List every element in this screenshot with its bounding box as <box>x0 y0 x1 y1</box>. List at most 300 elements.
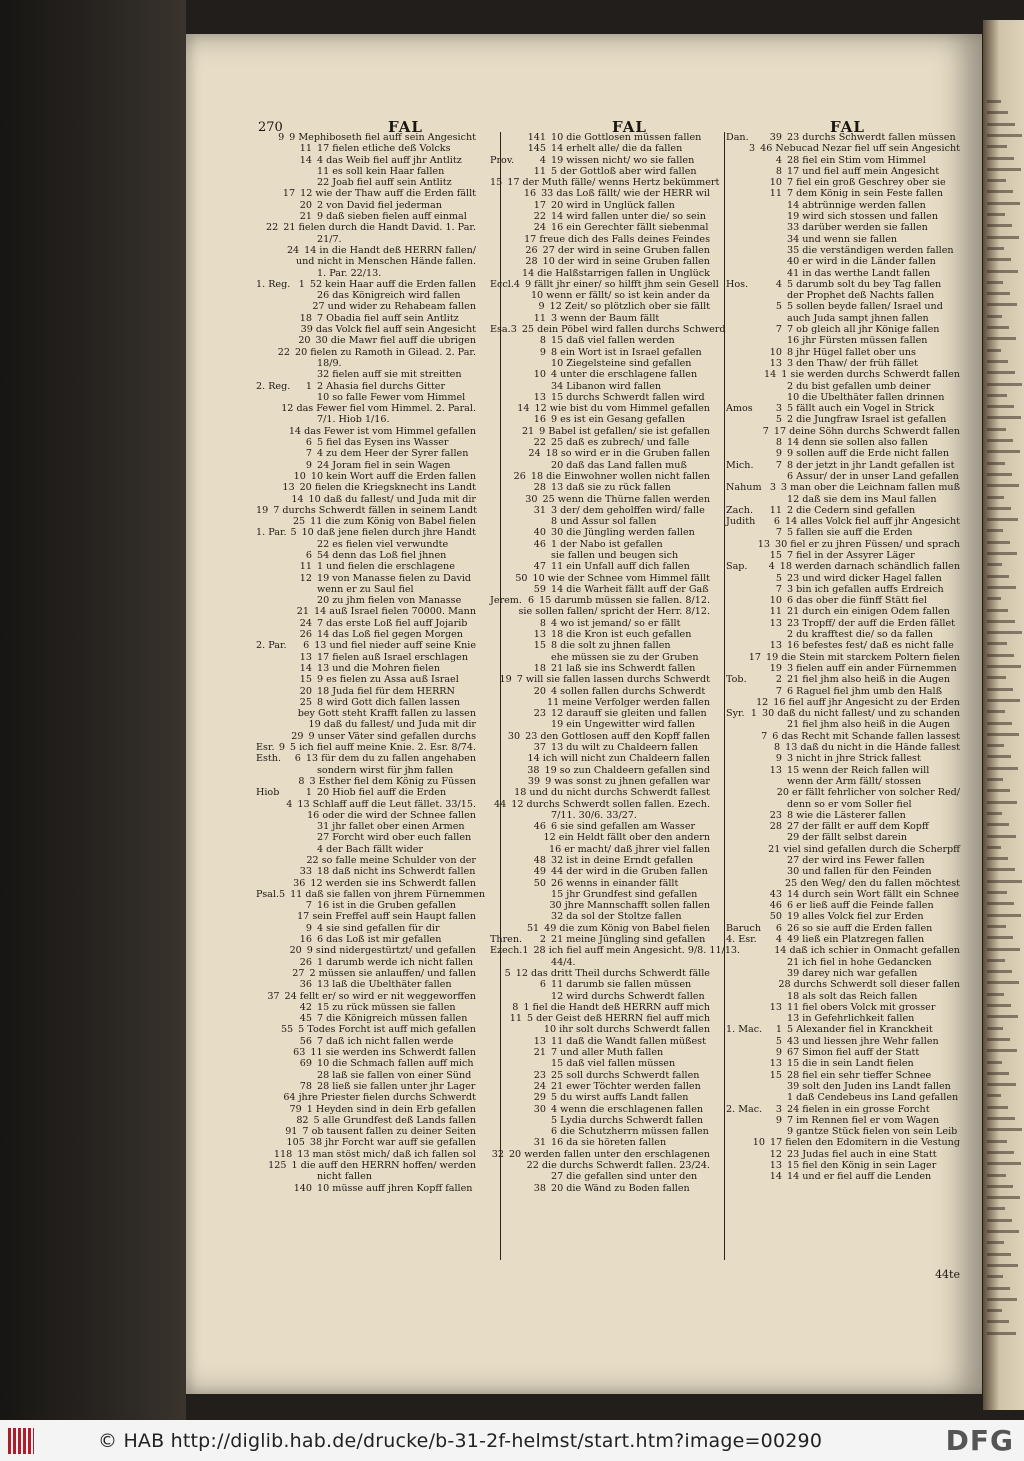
entry-text: 14 erhelt alle/ die da fallen <box>551 143 683 155</box>
book-ref <box>726 155 762 166</box>
index-entry <box>490 539 710 550</box>
adjacent-page-text-stroke <box>987 688 1013 691</box>
adjacent-page-text-stroke <box>987 1038 1010 1041</box>
book-ref <box>256 1160 268 1171</box>
book-ref <box>256 584 292 595</box>
chapter-number: 13 <box>533 629 546 641</box>
index-entry <box>256 957 476 968</box>
index-entry <box>490 584 710 595</box>
viewer-footer <box>0 1420 1024 1461</box>
entry-text: 15 jhr Grundfest sind gefallen <box>551 888 698 900</box>
entry-text: 5 alle Grundfest deß Lands fallen <box>313 1114 476 1126</box>
book-ref <box>726 742 761 753</box>
book-ref <box>256 188 281 199</box>
book-ref <box>726 968 762 979</box>
index-entry <box>726 211 960 222</box>
book-ref <box>490 810 526 821</box>
entry-text: 35 die verständigen werden fallen <box>787 244 954 256</box>
entry-text: 27 Forcht wird ober euch fallen <box>317 832 472 844</box>
adjacent-page-text-stroke <box>987 722 1012 725</box>
catchword: 44te <box>935 1268 960 1281</box>
book-ref <box>726 301 762 312</box>
chapter-number: 16 <box>523 188 537 200</box>
entry-text: 14 auß Israel fielen 70000. Mann <box>314 606 476 618</box>
chapter-number: 6 <box>528 595 535 607</box>
chapter-number <box>526 1115 551 1126</box>
chapter-number <box>762 494 787 505</box>
chapter-number: 14 <box>291 493 304 505</box>
entry-text: 32 fielen auff sie mit streitten <box>317 369 462 381</box>
book-ref <box>256 663 292 674</box>
chapter-number: 42 <box>299 1001 312 1013</box>
chapter-number: 44 <box>494 798 507 810</box>
chapter-number <box>754 945 774 956</box>
book-ref <box>726 256 762 267</box>
index-entry <box>490 686 710 697</box>
book-ref <box>726 900 762 911</box>
book-ref <box>726 663 762 674</box>
index-entry <box>726 821 960 832</box>
chapter-number: 46 <box>533 821 546 833</box>
chapter-number: 10 <box>769 177 782 189</box>
book-ref <box>726 911 762 922</box>
entry-text: 30 fiel er zu jhren Füssen/ und sprach <box>775 538 960 550</box>
entry-text: 24 fielen in ein grosse Forcht <box>787 1103 930 1115</box>
book-ref <box>726 991 762 1002</box>
chapter-number: 21 <box>533 1047 546 1059</box>
book-ref <box>256 460 292 471</box>
book-ref <box>726 787 755 798</box>
book-ref <box>490 245 521 256</box>
book-ref <box>490 742 526 753</box>
index-entry <box>490 211 710 222</box>
entry-text: 15 durchs Schwerdt fallen wird <box>551 391 705 403</box>
index-entry <box>256 573 476 584</box>
index-entry <box>490 301 710 312</box>
chapter-number: 11 <box>299 143 312 155</box>
entry-text: 16 oder die wird der Schnee fallen <box>307 809 476 821</box>
entry-text: 7 ob tausent fallen zu deiner Seiten <box>302 1126 476 1138</box>
chapter-number: 63 <box>293 1047 306 1059</box>
chapter-number: 9 <box>278 742 285 754</box>
entry-text: 6 er ließ auff die Feinde fallen <box>787 900 934 912</box>
chapter-number <box>510 1160 526 1171</box>
entry-text: 30 daß du nicht fallest/ und zu schanden <box>762 708 960 720</box>
entry-text: 8 wie die Lästerer fallen <box>787 809 906 821</box>
index-entry <box>726 188 960 199</box>
book-ref <box>256 448 292 459</box>
copyright-link[interactable]: © HAB http://diglib.hab.de/drucke/b-31-2f-helmst/start.htm?image=00290 <box>98 1429 823 1452</box>
index-entry <box>490 991 710 1002</box>
chapter-number: 13 <box>769 617 782 629</box>
chapter-number <box>762 957 787 968</box>
book-ref <box>256 866 292 877</box>
index-entry <box>256 900 476 911</box>
chapter-number: 78 <box>299 1080 312 1092</box>
index-entry <box>256 539 476 550</box>
index-entry <box>256 1092 476 1103</box>
chapter-number: 6 <box>775 922 782 934</box>
index-entry <box>256 561 476 572</box>
entry-text: 16 ein Gerechter fällt siebenmal <box>551 222 709 234</box>
entry-text: 12 das dritt Theil durchs Schwerdt fälle <box>515 967 710 979</box>
entry-text: denn so er vom Soller fiel <box>787 798 912 810</box>
index-entry <box>490 629 710 640</box>
book-ref <box>490 550 526 561</box>
chapter-number <box>762 268 787 279</box>
chapter-number <box>526 550 551 561</box>
chapter-number: 50 <box>769 911 782 923</box>
chapter-number: 9 <box>538 301 545 313</box>
adjacent-page-text-stroke <box>987 970 1012 973</box>
entry-text: 7 das erste Loß fiel auff Jojarib <box>317 617 468 629</box>
book-ref <box>256 1092 270 1103</box>
index-entry <box>490 1002 710 1013</box>
book-ref <box>490 697 523 708</box>
book-ref <box>256 494 287 505</box>
book-ref <box>256 697 292 708</box>
index-entry <box>256 1024 476 1035</box>
index-entry <box>490 132 710 143</box>
adjacent-page-text-stroke <box>987 349 1001 352</box>
chapter-number: 24 <box>533 1080 546 1092</box>
index-entry <box>490 143 710 154</box>
adjacent-page-text-stroke <box>987 778 1003 781</box>
chapter-number: 38 <box>527 764 540 776</box>
entry-text: 11 ein Unfall auff dich fallen <box>551 561 690 573</box>
index-entry <box>490 245 710 256</box>
entry-text: 7 daß ich nicht fallen werde <box>317 1035 454 1047</box>
chapter-number: 16 <box>533 414 546 426</box>
book-ref <box>490 437 526 448</box>
chapter-number <box>762 245 787 256</box>
book-ref <box>726 731 753 742</box>
chapter-number: 12 <box>769 1148 782 1160</box>
entry-text: 28 ich fiel auff mein Angesicht. 9/8. 11/13. <box>533 945 741 957</box>
adjacent-page-text-stroke <box>987 428 1006 431</box>
index-entry <box>490 403 710 414</box>
entry-text: 8 der jetzt in jhr Landt gefallen ist <box>787 459 955 471</box>
book-ref <box>490 426 518 437</box>
chapter-number: 15 <box>769 549 782 561</box>
adjacent-page-text-stroke <box>987 1207 1005 1210</box>
book-ref <box>726 821 762 832</box>
index-entry <box>490 1126 710 1137</box>
entry-text: 16 befestes fest/ daß es nicht falle <box>787 640 954 652</box>
chapter-number: 3 <box>510 324 517 336</box>
entry-text: 18 die Kron ist euch gefallen <box>551 629 692 641</box>
chapter-number <box>521 832 543 843</box>
adjacent-page-text-stroke <box>987 902 1014 905</box>
chapter-number: 6 <box>305 437 312 449</box>
chapter-number <box>278 256 295 267</box>
index-entry <box>726 911 960 922</box>
book-ref <box>490 369 526 380</box>
index-entry <box>256 708 476 719</box>
chapter-number <box>511 753 528 764</box>
index-entry <box>256 222 476 233</box>
entry-text: 13 daß sie zu rück fallen <box>551 482 671 494</box>
chapter-number: 1 <box>305 787 312 799</box>
chapter-number <box>289 301 312 312</box>
entry-text: 12 das Fewer fiel vom Himmel. 2. Paral. <box>281 403 476 415</box>
index-entry <box>256 855 476 866</box>
chapter-number <box>280 708 298 719</box>
adjacent-page-text-stroke <box>987 1094 1001 1097</box>
index-entry <box>726 155 960 166</box>
book-ref <box>256 1149 274 1160</box>
book-ref <box>726 629 762 640</box>
adjacent-page-text-stroke <box>987 190 1013 193</box>
chapter-number: 3 <box>775 403 782 415</box>
book-ref <box>490 516 526 527</box>
book-ref <box>256 1183 292 1194</box>
chapter-number: 17 <box>533 199 546 211</box>
adjacent-page-text-stroke <box>987 891 1007 894</box>
entry-text: 23 Judas fiel auch in eine Statt <box>787 1148 937 1160</box>
entry-text: 31 jhr fallet ober einen Armen <box>317 821 465 833</box>
book-ref <box>726 832 762 843</box>
index-entry <box>256 460 476 471</box>
book-ref: Psal. <box>256 888 279 900</box>
chapter-number <box>526 911 551 922</box>
chapter-number <box>762 968 787 979</box>
book-ref <box>256 392 292 403</box>
chapter-number: 4 <box>539 154 546 166</box>
adjacent-page-text-stroke <box>987 134 1022 137</box>
chapter-number: 9 <box>539 346 546 358</box>
entry-text: 7 Obadia fiel auff sein Antlitz <box>317 312 459 324</box>
entry-text: 11 meine Verfolger werden fallen <box>547 696 710 708</box>
entry-text: 25 daß es zubrech/ und falle <box>551 437 690 449</box>
adjacent-page-text-stroke <box>987 948 1020 951</box>
chapter-number: 13 <box>769 1058 782 1070</box>
chapter-number: 48 <box>533 855 546 866</box>
book-ref <box>726 810 762 821</box>
chapter-number: 4 <box>775 278 782 290</box>
chapter-number: 8 <box>512 1001 519 1013</box>
book-ref <box>490 584 526 595</box>
entry-text: 10 wie der Schnee vom Himmel fällt <box>532 572 710 584</box>
chapter-number: 50 <box>515 572 528 584</box>
index-entry <box>490 776 710 787</box>
index-entry <box>490 347 710 358</box>
adjacent-page-text-stroke <box>987 1320 1009 1323</box>
book-ref <box>256 177 292 188</box>
adjacent-page-text-stroke <box>987 563 1002 566</box>
book-ref <box>490 674 500 685</box>
book-ref <box>490 1036 526 1047</box>
adjacent-page-text-stroke <box>987 484 1019 487</box>
index-entry <box>256 832 476 843</box>
index-entry <box>490 889 710 900</box>
book-ref <box>256 573 292 584</box>
entry-text: 9 Babel ist gefallen/ sie ist gefallen <box>539 425 710 437</box>
book-ref <box>256 550 292 561</box>
entry-text: 11 daß sie fallen von jhrem Fürnemmen <box>290 888 486 900</box>
book-ref <box>256 900 292 911</box>
index-entry <box>726 177 960 188</box>
book-ref <box>490 1104 526 1115</box>
chapter-number: 33 <box>299 866 312 878</box>
book-ref <box>256 482 281 493</box>
book-ref <box>256 1171 292 1182</box>
index-entry <box>726 1137 960 1148</box>
index-entry <box>726 414 960 425</box>
book-ref <box>726 381 762 392</box>
chapter-number: 24 <box>528 448 541 460</box>
chapter-number <box>270 1092 283 1103</box>
book-ref <box>256 686 292 697</box>
index-entry <box>726 166 960 177</box>
entry-text: 30 jhre Mannschafft sollen fallen <box>549 900 710 912</box>
index-entry <box>726 1126 960 1137</box>
entry-text: 22 die durchs Schwerdt fallen. 23/24. <box>526 1160 710 1172</box>
book-ref <box>726 1058 762 1069</box>
index-entry <box>256 1081 476 1092</box>
adjacent-page-text-stroke <box>987 631 1022 634</box>
index-entry <box>490 573 710 584</box>
book-ref <box>256 674 292 685</box>
entry-text: 44 der wird in die Gruben fallen <box>551 866 708 878</box>
adjacent-page-text-stroke <box>987 202 1020 205</box>
entry-text: 19 wissen nicht/ wo sie fallen <box>551 154 695 166</box>
index-entry <box>256 686 476 697</box>
entry-text: 9 es ist ein Gesang gefallen <box>551 414 686 426</box>
adjacent-page-text-stroke <box>987 1241 1004 1244</box>
chapter-number: 3 <box>775 1103 782 1115</box>
adjacent-page-text-stroke <box>987 981 1019 984</box>
chapter-number <box>526 991 551 1002</box>
index-entry <box>490 878 710 889</box>
chapter-number <box>526 957 551 968</box>
chapter-number: 13 <box>533 391 546 403</box>
adjacent-page-text-stroke <box>987 801 1017 804</box>
index-entry <box>256 301 476 312</box>
entry-text: 11 fiel obers Volck mit grosser <box>787 1001 936 1013</box>
book-ref <box>490 1183 526 1194</box>
index-entry <box>726 799 960 810</box>
adjacent-page-text-stroke <box>987 1140 1007 1143</box>
chapter-number: 9 <box>775 1114 782 1126</box>
book-ref <box>490 234 509 245</box>
index-entry <box>726 381 960 392</box>
chapter-number <box>526 1126 551 1137</box>
adjacent-page-text-stroke <box>987 1061 1002 1064</box>
entry-text: 6 das Recht mit Schande fallen lassest <box>772 730 960 742</box>
index-entry <box>256 787 476 798</box>
chapter-number: 11 <box>299 561 312 573</box>
index-entry <box>490 1115 710 1126</box>
chapter-number <box>269 403 281 414</box>
entry-text: 49 ließ ein Platzregen fallen <box>787 934 925 946</box>
entry-text: 20 daß das Land fallen muß <box>551 459 687 471</box>
index-entry <box>490 844 710 855</box>
adjacent-page-text-stroke <box>987 303 1017 306</box>
entry-text: 13 für dem du zu fallen angehaben <box>305 753 476 765</box>
index-entry <box>256 1137 476 1148</box>
book-ref <box>490 301 525 312</box>
entry-text: 22 es fielen viel verwundte <box>317 538 449 550</box>
adjacent-page-text-stroke <box>987 168 1021 171</box>
chapter-number <box>292 268 317 279</box>
index-entry <box>256 866 476 877</box>
entry-text: 33 das Loß fällt/ wie der HERR wil <box>541 188 710 200</box>
chapter-number: 7 <box>305 448 312 460</box>
index-entry <box>726 403 960 414</box>
book-ref <box>256 618 292 629</box>
adjacent-page-text-stroke <box>987 1230 1019 1233</box>
chapter-number: 1 <box>522 945 529 957</box>
adjacent-page-text-stroke <box>987 326 1009 329</box>
index-entry <box>256 810 476 821</box>
book-ref <box>256 991 267 1002</box>
entry-text: und nicht in Menschen Hände fallen. <box>295 256 476 268</box>
entry-text: 16 jhr Fürsten müssen fallen <box>787 335 928 347</box>
index-entry <box>726 606 960 617</box>
index-entry <box>726 358 960 369</box>
entry-text: 5 ich fiel auff meine Knie. 2. Esr. 8/74. <box>289 742 476 754</box>
index-entry <box>726 742 960 753</box>
book-ref <box>490 686 526 697</box>
index-entry <box>256 290 476 301</box>
index-entry <box>490 821 710 832</box>
chapter-number: 26 <box>525 244 538 256</box>
chapter-number: 7 <box>775 459 782 471</box>
entry-text: 12 wird durchs Schwerdt fallen <box>551 990 705 1002</box>
entry-text: 2 Ahasia fiel durchs Gitter <box>317 380 446 392</box>
chapter-number: 14 <box>764 369 777 381</box>
entry-text: bey Gott steht Krafft fallen zu lassen <box>297 708 476 720</box>
entry-text: 14 das Fewer ist vom Himmel gefallen <box>288 425 476 437</box>
chapter-number: 5 <box>775 301 782 313</box>
index-entry <box>490 934 710 945</box>
entry-text: 2 die Cedern sind gefallen <box>787 504 916 516</box>
entry-text: 21 laß sie ins Schwerdt fallen <box>551 662 696 674</box>
index-entry <box>490 471 710 482</box>
chapter-number: 10 <box>752 1137 765 1149</box>
adjacent-page-text-stroke <box>987 541 1010 544</box>
book-ref <box>490 719 526 730</box>
entry-text: 5 du wirst auffs Landt fallen <box>551 1092 689 1104</box>
adjacent-page-text-stroke <box>987 1287 1010 1290</box>
chapter-number: 16 <box>299 934 312 946</box>
chapter-number: 20 <box>533 685 546 697</box>
index-entry <box>256 177 476 188</box>
index-entry <box>490 278 719 290</box>
adjacent-page-text-stroke <box>987 710 1005 713</box>
chapter-number: 13 <box>533 1035 546 1047</box>
book-ref <box>726 347 762 358</box>
entry-text: 1 fiel die Handt deß HERRN auff mich <box>523 1001 710 1013</box>
chapter-number <box>762 1092 787 1103</box>
index-entry <box>256 945 476 956</box>
book-ref <box>256 855 285 866</box>
entry-text: 13 und fiel nieder auff seine Knie <box>314 640 476 652</box>
book-ref <box>490 448 523 459</box>
book-ref <box>726 527 762 538</box>
chapter-number <box>526 516 551 527</box>
entry-text: 20 wird in Unglück fallen <box>551 199 675 211</box>
index-entry <box>490 482 710 493</box>
entry-text: 18 Juda fiel für dem HERRN <box>317 685 455 697</box>
book-ref <box>726 414 762 425</box>
index-entry <box>490 335 710 346</box>
entry-text: 25 soll durchs Schwerdt fallen <box>551 1069 700 1081</box>
book-ref <box>726 550 762 561</box>
book-spine <box>0 0 186 1420</box>
book-ref: Hiob <box>256 787 280 799</box>
